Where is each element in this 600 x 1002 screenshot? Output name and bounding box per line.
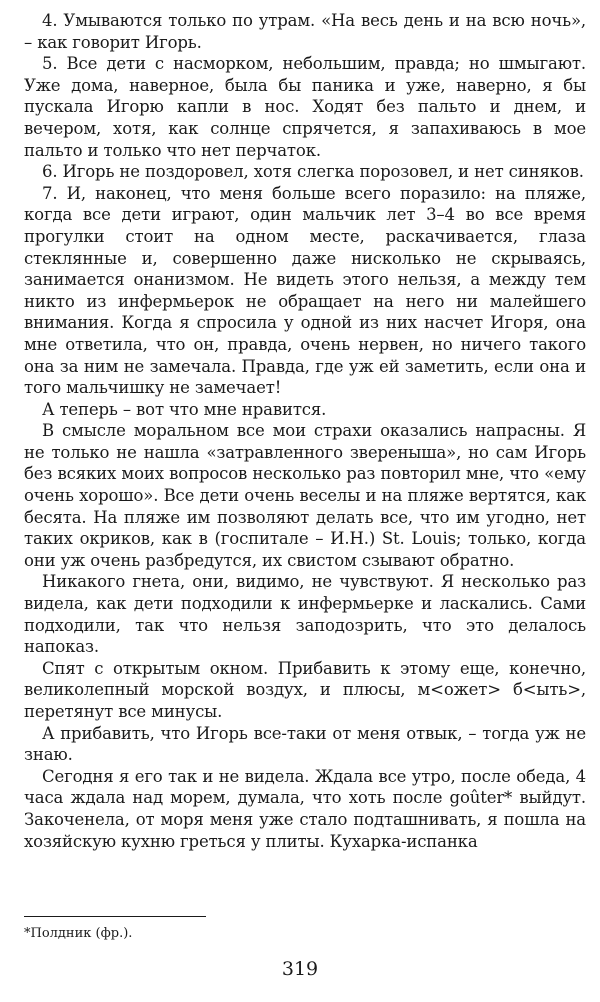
- page-number: 319: [281, 958, 319, 980]
- paragraph-open-window: Спят с открытым окном. Прибавить к этому еще, конечно, великолепный морской воздух, и плюсы, м<ожет> б<ыть>, перетянут все минусы.: [24, 658, 586, 721]
- paragraph-item-5: 5. Все дети с насморком, небольшим, правда; но шмыгают. Уже дома, наверное, была бы паника и уже, наверно, я бы пускала Игорю капли в нос. Ходят без пальто и днем, и вечером, хотя, как солнце спрячется, я запахиваюсь в мое пальто и только что нет перчаток.: [24, 54, 586, 160]
- footnote-divider: [24, 916, 206, 917]
- paragraph-igor-weaned: А прибавить, что Игорь все-таки от меня отвык, – тогда уж не знаю.: [24, 723, 586, 765]
- paragraph-item-6: 6. Игорь не поздоровел, хотя слегка порозовел, и нет синяков.: [42, 162, 584, 182]
- paragraph-today: Сегодня я его так и не видела. Ждала все утро, после обеда, 4 часа ждала над морем, думала, что хоть после goûter* выйдут. Закоченела, от моря меня уже стало подташнивать, я пошла на хозяйскую кухню греться у плиты. Кухарка-испанка: [24, 766, 586, 851]
- page-body: [24, 10, 586, 852]
- footnote: *Полдник (фр.).: [24, 926, 133, 941]
- paragraph-item-4: 4. Умываются только по утрам. «На весь день и на всю ночь», – как говорит Игорь.: [24, 11, 586, 52]
- paragraph-item-7: 7. И, наконец, что меня больше всего поразило: на пляже, когда все дети играют, один мальчик лет 3–4 во все время прогулки стоит на одном месте, раскачивается, глаза стеклянные и, совершенно даже нисколько не скрываясь, занимается онанизмом. Не видеть этого нельзя, а между тем никто из инфермьерок не обращает на него ни малейшего внимания. Когда я спросила у одной из них насчет Игоря, она мне ответила, что он, правда, очень нервен, но ничего такого она за ним не замечала. Правда, где уж ей заметить, если она и того мальчишку не замечает!: [24, 183, 586, 398]
- paragraph-what-i-like: А теперь – вот что мне нравится.: [42, 399, 327, 419]
- paragraph-no-oppression: Никакого гнета, они, видимо, не чувствуют. Я несколько раз видела, как дети подходили к инфермьерке и ласкались. Сами подходили, так что нельзя заподозрить, что это делалось напоказ.: [24, 572, 586, 657]
- paragraph-moral-sense: В смысле моральном все мои страхи оказались напрасны. Я не только не нашла «затравленного звереныша», но сам Игорь без всяких моих вопросов несколько раз повторил мне, что «ему очень хорошо». Все дети очень веселы и на пляже вертятся, как бесята. На пляже им позволяют делать все, что им угодно, нет таких окриков, как в (госпитале – И.Н.) St. Louis; только, когда они уж очень разбредутся, их свистом сзывают обратно.: [24, 421, 586, 570]
